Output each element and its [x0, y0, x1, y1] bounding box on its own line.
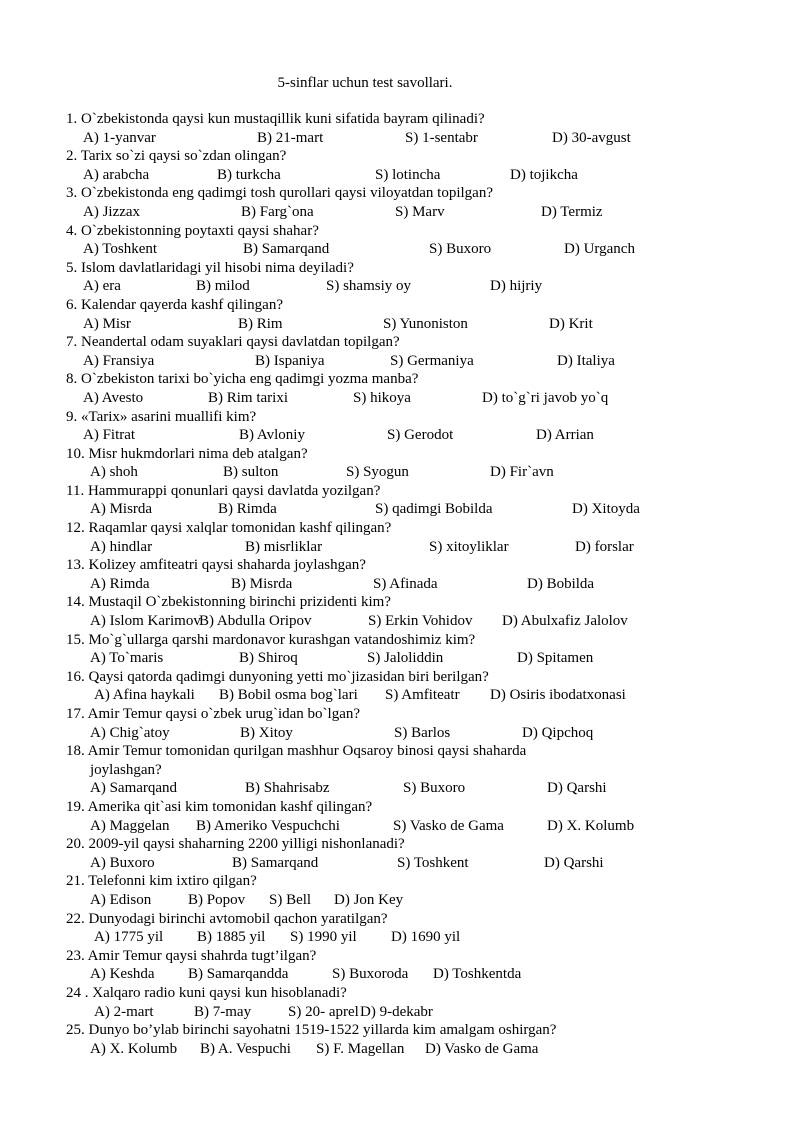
option-b: B) Samarqandda — [188, 966, 289, 983]
option-b: B) Ameriko Vespuchchi — [196, 817, 340, 834]
answer-options — [66, 891, 686, 910]
option-s: S) lotincha — [375, 166, 441, 183]
option-d: D) Vasko de Gama — [425, 1040, 539, 1057]
option-b: B) Popov — [188, 891, 246, 908]
answer-options — [66, 649, 686, 668]
question-text: 10. Misr hukmdorlari nima deb atalgan? — [66, 445, 308, 462]
option-s: S) Buxoro — [403, 780, 466, 797]
option-b: B) Rimda — [218, 501, 277, 518]
question-text: 17. Amir Temur qaysi o`zbek urug`idan bo`lgan? — [66, 706, 361, 722]
page-title: 5-sinflar uchun test savollari. — [277, 75, 453, 91]
option-s: S) Erkin Vohidov — [368, 613, 473, 630]
option-b: B) Avloniy — [239, 427, 305, 444]
question-text: 14. Mustaqil O`zbekistonning birinchi prizidenti kim? — [66, 594, 391, 611]
option-d: D) Krit — [549, 315, 593, 332]
option-b: B) Samarqand — [243, 241, 330, 258]
option-b: B) Ispaniya — [255, 352, 325, 369]
option-d: D) Osiris ibodatxonasi — [490, 687, 626, 704]
option-s: S) qadimgi Bobilda — [375, 501, 493, 518]
option-s: S) shamsiy oy — [326, 278, 412, 295]
option-d: D) Termiz — [541, 203, 603, 220]
answer-options — [66, 463, 686, 482]
option-d: D) X. Kolumb — [547, 817, 635, 834]
option-b: B) Xitoy — [240, 724, 293, 741]
option-a: A) Samarqand — [90, 780, 178, 797]
option-a: A) Avesto — [83, 389, 144, 406]
question-list — [66, 110, 686, 1058]
option-a: A) Fitrat — [83, 427, 136, 444]
option-a: A) Misr — [83, 315, 131, 332]
option-d: D) tojikcha — [510, 166, 578, 183]
option-a: A) Fransiya — [83, 352, 155, 369]
option-d: D) 30-avgust — [552, 129, 631, 146]
question-text: 23. Amir Temur qaysi shahrda tugt’ilgan? — [66, 947, 317, 964]
option-s: S) Syogun — [346, 464, 409, 481]
option-a: A) Rimda — [90, 575, 150, 592]
option-d: D) 1690 yil — [391, 929, 461, 946]
answer-options — [66, 575, 686, 594]
answer-options — [66, 426, 686, 445]
option-s: S) xitoyliklar — [429, 538, 509, 555]
option-d: D) Fir`avn — [490, 464, 554, 481]
option-b: B) Rim — [238, 315, 283, 332]
option-b: B) Farg`ona — [241, 203, 314, 220]
option-s: S) Marv — [395, 203, 445, 220]
question-text: 21. Telefonni kim ixtiro qilgan? — [66, 873, 257, 890]
answer-options — [66, 612, 686, 631]
answer-options — [66, 352, 686, 371]
answer-options — [66, 1003, 686, 1022]
question-text: 2. Tarix so`zi qaysi so`zdan olingan? — [66, 148, 287, 165]
option-s: S) hikoya — [353, 389, 411, 406]
question-text: 8. O`zbekiston tarixi bo`yicha eng qadimgi yozma manba? — [66, 371, 419, 388]
question-text: 9. «Tarix» asarini muallifi kim? — [66, 408, 257, 425]
option-d: D) hijriy — [490, 278, 543, 295]
option-a: A) Chig`atoy — [90, 724, 170, 741]
option-d: D) 9-dekabr — [360, 1003, 433, 1020]
answer-options — [66, 315, 686, 334]
question-text: 3. O`zbekistonda eng qadimgi tosh qurollari qaysi viloyatdan topilgan? — [66, 185, 493, 202]
option-b: B) Bobil osma bog`lari — [219, 687, 358, 704]
option-a: A) 1-yanvar — [83, 129, 156, 146]
question-text: 20. 2009-yil qaysi shaharning 2200 yilligi nishonlanadi? — [66, 836, 405, 853]
option-b: B) milod — [196, 278, 250, 295]
option-s: S) Toshkent — [397, 854, 469, 871]
option-a: A) Buxoro — [90, 854, 155, 871]
question-text: 6. Kalendar qayerda kashf qilingan? — [66, 296, 283, 313]
option-s: S) Yunoniston — [383, 315, 468, 332]
question-text: 7. Neandertal odam suyaklari qaysi davlatdan topilgan? — [66, 334, 400, 351]
option-a: A) To`maris — [90, 650, 164, 667]
option-s: S) F. Magellan — [316, 1040, 405, 1057]
option-a: A) Jizzax — [83, 203, 141, 220]
answer-options — [66, 129, 686, 148]
option-b: B) misrliklar — [245, 538, 323, 555]
option-d: D) Qarshi — [547, 780, 607, 797]
option-d: D) Xitoyda — [572, 501, 640, 518]
answer-options — [66, 854, 686, 873]
option-a: A) Islom Karimov — [90, 613, 201, 630]
option-d: D) to`g`ri javob yo`q — [482, 389, 609, 406]
question-text: 19. Amerika qit`asi kim tomonidan kashf qilingan? — [66, 798, 373, 815]
option-a: A) Edison — [90, 891, 152, 908]
option-d: D) Urganch — [564, 241, 635, 258]
option-a: A) Maggelan — [90, 817, 170, 834]
question-text: 4. O`zbekistonning poytaxti qaysi shahar? — [66, 222, 319, 239]
option-b: B) sulton — [223, 464, 279, 481]
question-text: 25. Dunyo bo’ylab birinchi sayohatni 1519-1522 yillarda kim amalgam oshirgan? — [66, 1022, 557, 1039]
option-s: S) Amfiteatr — [385, 687, 460, 704]
option-s: S) 1-sentabr — [405, 129, 478, 146]
answer-options — [66, 779, 686, 798]
option-a: A) Toshkent — [83, 241, 158, 258]
option-b: B) Rim tarixi — [208, 389, 288, 406]
option-s: S) Afinada — [373, 575, 438, 592]
answer-options — [66, 240, 686, 259]
option-s: S) Buxoroda — [332, 966, 409, 983]
option-d: D) Qipchoq — [522, 724, 594, 741]
question-text: 18. Amir Temur tomonidan qurilgan mashhur Oqsaroy binosi qaysi shaharda — [66, 743, 527, 760]
option-a: A) arabcha — [83, 166, 150, 183]
question-text: 24 . Xalqaro radio kuni qaysi kun hisoblanadi? — [66, 984, 347, 1001]
answer-options — [66, 928, 686, 947]
option-a: A) X. Kolumb — [90, 1040, 178, 1057]
question-text: 11. Hammurappi qonunlari qaysi davlatda yozilgan? — [66, 482, 381, 499]
option-d: D) forslar — [575, 538, 634, 555]
option-d: D) Italiya — [557, 352, 615, 369]
answer-options — [66, 277, 686, 296]
question-text: 15. Mo`g`ullarga qarshi mardonavor kurashgan vatandoshimiz kim? — [66, 631, 476, 648]
answer-options — [66, 724, 686, 743]
option-a: A) shoh — [90, 464, 138, 481]
answer-options — [66, 538, 686, 557]
option-s: S) 20- aprel — [288, 1003, 359, 1020]
answer-options — [66, 203, 686, 222]
option-d: D) Jon Key — [334, 891, 404, 908]
option-b: B) Abdulla Oripov — [199, 613, 312, 630]
option-d: D) Arrian — [536, 427, 594, 444]
answer-options — [66, 166, 686, 185]
option-b: B) Shahrisabz — [245, 780, 330, 797]
option-d: D) Spitamen — [517, 650, 594, 667]
option-b: B) 7-may — [194, 1003, 252, 1020]
option-s: S) 1990 yil — [290, 929, 357, 946]
answer-options — [66, 389, 686, 408]
option-b: B) 1885 yil — [197, 929, 266, 946]
answer-options — [66, 817, 686, 836]
option-a: A) Afina haykali — [94, 687, 195, 704]
option-b: B) A. Vespuchi — [200, 1040, 291, 1057]
option-a: A) 1775 yil — [94, 929, 164, 946]
option-s: S) Gerodot — [387, 427, 454, 444]
option-b: B) Misrda — [231, 575, 293, 592]
option-a: A) hindlar — [90, 538, 153, 555]
question-text: 1. O`zbekistonda qaysi kun mustaqillik kuni sifatida bayram qilinadi? — [66, 111, 485, 127]
answer-options — [66, 500, 686, 519]
option-s: S) Buxoro — [429, 241, 492, 258]
option-s: S) Germaniya — [390, 352, 474, 369]
option-b: B) Samarqand — [232, 854, 319, 871]
option-a: A) Misrda — [90, 501, 153, 518]
answer-options — [66, 965, 686, 984]
question-text: 22. Dunyodagi birinchi avtomobil qachon yaratilgan? — [66, 910, 388, 927]
option-s: S) Jaloliddin — [367, 650, 444, 667]
option-a: A) Keshda — [90, 966, 155, 983]
question-text: 5. Islom davlatlaridagi yil hisobi nima deyiladi? — [66, 259, 354, 276]
option-b: B) turkcha — [217, 166, 281, 183]
question-text-continued: joylashgan? — [90, 761, 162, 778]
question-text: 13. Kolizey amfiteatri qaysi shaharda joylashgan? — [66, 557, 366, 574]
option-a: A) era — [83, 278, 121, 295]
option-d: D) Toshkentda — [433, 966, 522, 983]
option-s: S) Barlos — [394, 724, 451, 741]
option-b: B) Shiroq — [239, 650, 298, 667]
option-s: S) Bell — [269, 891, 312, 908]
option-d: D) Abulxafiz Jalolov — [502, 613, 628, 630]
question-text: 16. Qaysi qatorda qadimgi dunyoning yetti mo`jizasidan biri berilgan? — [66, 668, 489, 685]
option-a: A) 2-mart — [94, 1003, 154, 1020]
option-d: D) Bobilda — [527, 575, 595, 592]
option-d: D) Qarshi — [544, 854, 604, 871]
answer-options — [66, 1040, 686, 1059]
question-text: 12. Raqamlar qaysi xalqlar tomonidan kashf qilingan? — [66, 520, 392, 537]
option-b: B) 21-mart — [257, 129, 324, 146]
option-s: S) Vasko de Gama — [393, 817, 504, 834]
answer-options — [66, 686, 686, 705]
